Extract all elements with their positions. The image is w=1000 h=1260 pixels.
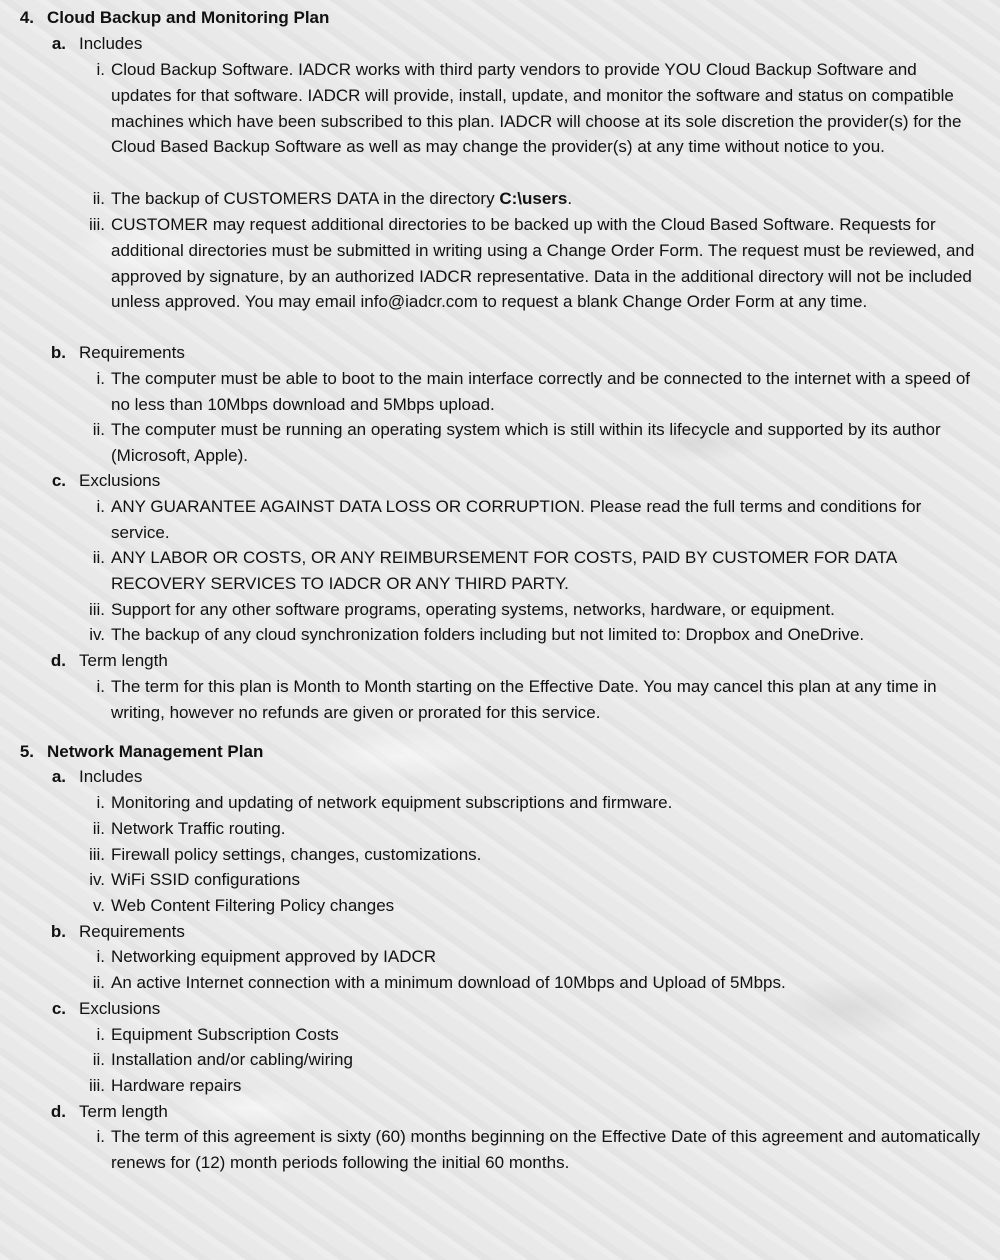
item-text: Support for any other software programs, operating systems, networks, hardware, or equipment.	[111, 600, 835, 619]
subsection-title: Term length	[79, 651, 168, 670]
item-text: The computer must be able to boot to the main interface correctly and be connected to the internet with a speed of no less than 10Mbps download and 5Mbps upload.	[111, 369, 971, 414]
subsection-letter: b.	[50, 343, 66, 362]
item-numeral: i.	[96, 793, 105, 812]
item-numeral: i.	[96, 947, 105, 966]
item-text: Network Traffic routing.	[111, 819, 286, 838]
subsection-letter: d.	[50, 651, 66, 670]
item-numeral: i.	[96, 369, 105, 388]
item-numeral: i.	[96, 677, 105, 696]
subsection-letter: b.	[50, 922, 66, 941]
item-numeral: i.	[96, 60, 105, 79]
item-text: Cloud Backup Software. IADCR works with third party vendors to provide YOU Cloud Backup Software and updates for that software. IADCR will provide, install, update, and monitor the software and status on compatible machines which have been subscribed to this plan. IADCR will choose at its sole discretion the provider(s) for the Cloud Based Backup Software as well as may change the provider(s) at any time without notice to you.	[111, 60, 962, 157]
item-numeral: ii.	[92, 973, 105, 992]
subsection-title: Exclusions	[79, 999, 161, 1018]
item-text-part: The backup of CUSTOMERS DATA in the directory	[111, 189, 500, 208]
subsection-title: Exclusions	[79, 471, 161, 490]
item-text: ANY LABOR OR COSTS, OR ANY REIMBURSEMENT FOR COSTS, PAID BY CUSTOMER FOR DATA RECOVERY SERVICES TO IADCR OR ANY THIRD PARTY.	[111, 548, 897, 593]
item-numeral: ii.	[92, 1050, 105, 1069]
subsection-letter: a.	[51, 34, 66, 53]
subsection-letter: a.	[51, 767, 66, 786]
item-text: Equipment Subscription Costs	[111, 1025, 339, 1044]
item-numeral: iii.	[88, 1076, 105, 1095]
section-number: 4.	[19, 8, 34, 27]
item-numeral: iii.	[88, 845, 105, 864]
item-numeral: ii.	[92, 548, 105, 567]
item-text	[111, 186, 981, 212]
subsection-title: Term length	[79, 1102, 168, 1121]
item-text: An active Internet connection with a minimum download of 10Mbps and Upload of 5Mbps.	[111, 973, 786, 992]
item-text: Firewall policy settings, changes, customizations.	[111, 845, 482, 864]
item-numeral: i.	[96, 1127, 105, 1146]
subsection-title: Requirements	[79, 343, 185, 362]
item-numeral: iii.	[88, 600, 105, 619]
subsection-title: Includes	[79, 34, 143, 53]
item-numeral: ii.	[92, 819, 105, 838]
item-text: The computer must be running an operating system which is still within its lifecycle and supported by its author (Microsoft, Apple).	[111, 420, 941, 465]
subsection-letter: c.	[51, 471, 66, 490]
item-numeral: iv.	[89, 870, 105, 889]
subsection-title: Requirements	[79, 922, 185, 941]
item-text: The backup of any cloud synchronization folders including but not limited to: Dropbox and OneDrive.	[111, 625, 865, 644]
section-title: Network Management Plan	[47, 742, 264, 761]
subsection-letter: d.	[50, 1102, 66, 1121]
section-title: Cloud Backup and Monitoring Plan	[47, 8, 330, 27]
item-text: ANY GUARANTEE AGAINST DATA LOSS OR CORRUPTION. Please read the full terms and conditions for service.	[111, 497, 922, 542]
subsection-title: Includes	[79, 767, 143, 786]
subsection-letter: c.	[51, 999, 66, 1018]
item-text: The term for this plan is Month to Month starting on the Effective Date. You may cancel this plan at any time in writing, however no refunds are given or prorated for this service.	[111, 677, 937, 722]
item-text: Networking equipment approved by IADCR	[111, 947, 437, 966]
item-text: WiFi SSID configurations	[111, 870, 300, 889]
item-numeral: i.	[96, 1025, 105, 1044]
item-text: Installation and/or cabling/wiring	[111, 1050, 353, 1069]
item-text: Hardware repairs	[111, 1076, 242, 1095]
item-numeral: iii.	[88, 215, 105, 234]
item-text: Web Content Filtering Policy changes	[111, 896, 395, 915]
directory-path: C:\users	[499, 189, 568, 208]
section-number: 5.	[19, 742, 34, 761]
item-numeral: ii.	[92, 189, 105, 208]
item-numeral: i.	[96, 497, 105, 516]
item-text: The term of this agreement is sixty (60) months beginning on the Effective Date of this agreement and automatically renews for (12) month periods following the initial 60 months.	[111, 1127, 981, 1172]
item-text: Monitoring and updating of network equipment subscriptions and firmware.	[111, 793, 673, 812]
item-text: CUSTOMER may request additional directories to be backed up with the Cloud Based Software. Requests for additional directories must be submitted in writing using a Change Order Form. The request must be reviewed, and approved by signature, by an authorized IADCR representative. Data in the additional directory will not be included unless approved. You may email info@iadcr.com to request a blank Change Order Form at any time.	[111, 215, 975, 312]
item-numeral: ii.	[92, 420, 105, 439]
item-numeral: iv.	[89, 625, 105, 644]
item-numeral: v.	[93, 896, 105, 915]
item-text-part: .	[567, 189, 573, 208]
